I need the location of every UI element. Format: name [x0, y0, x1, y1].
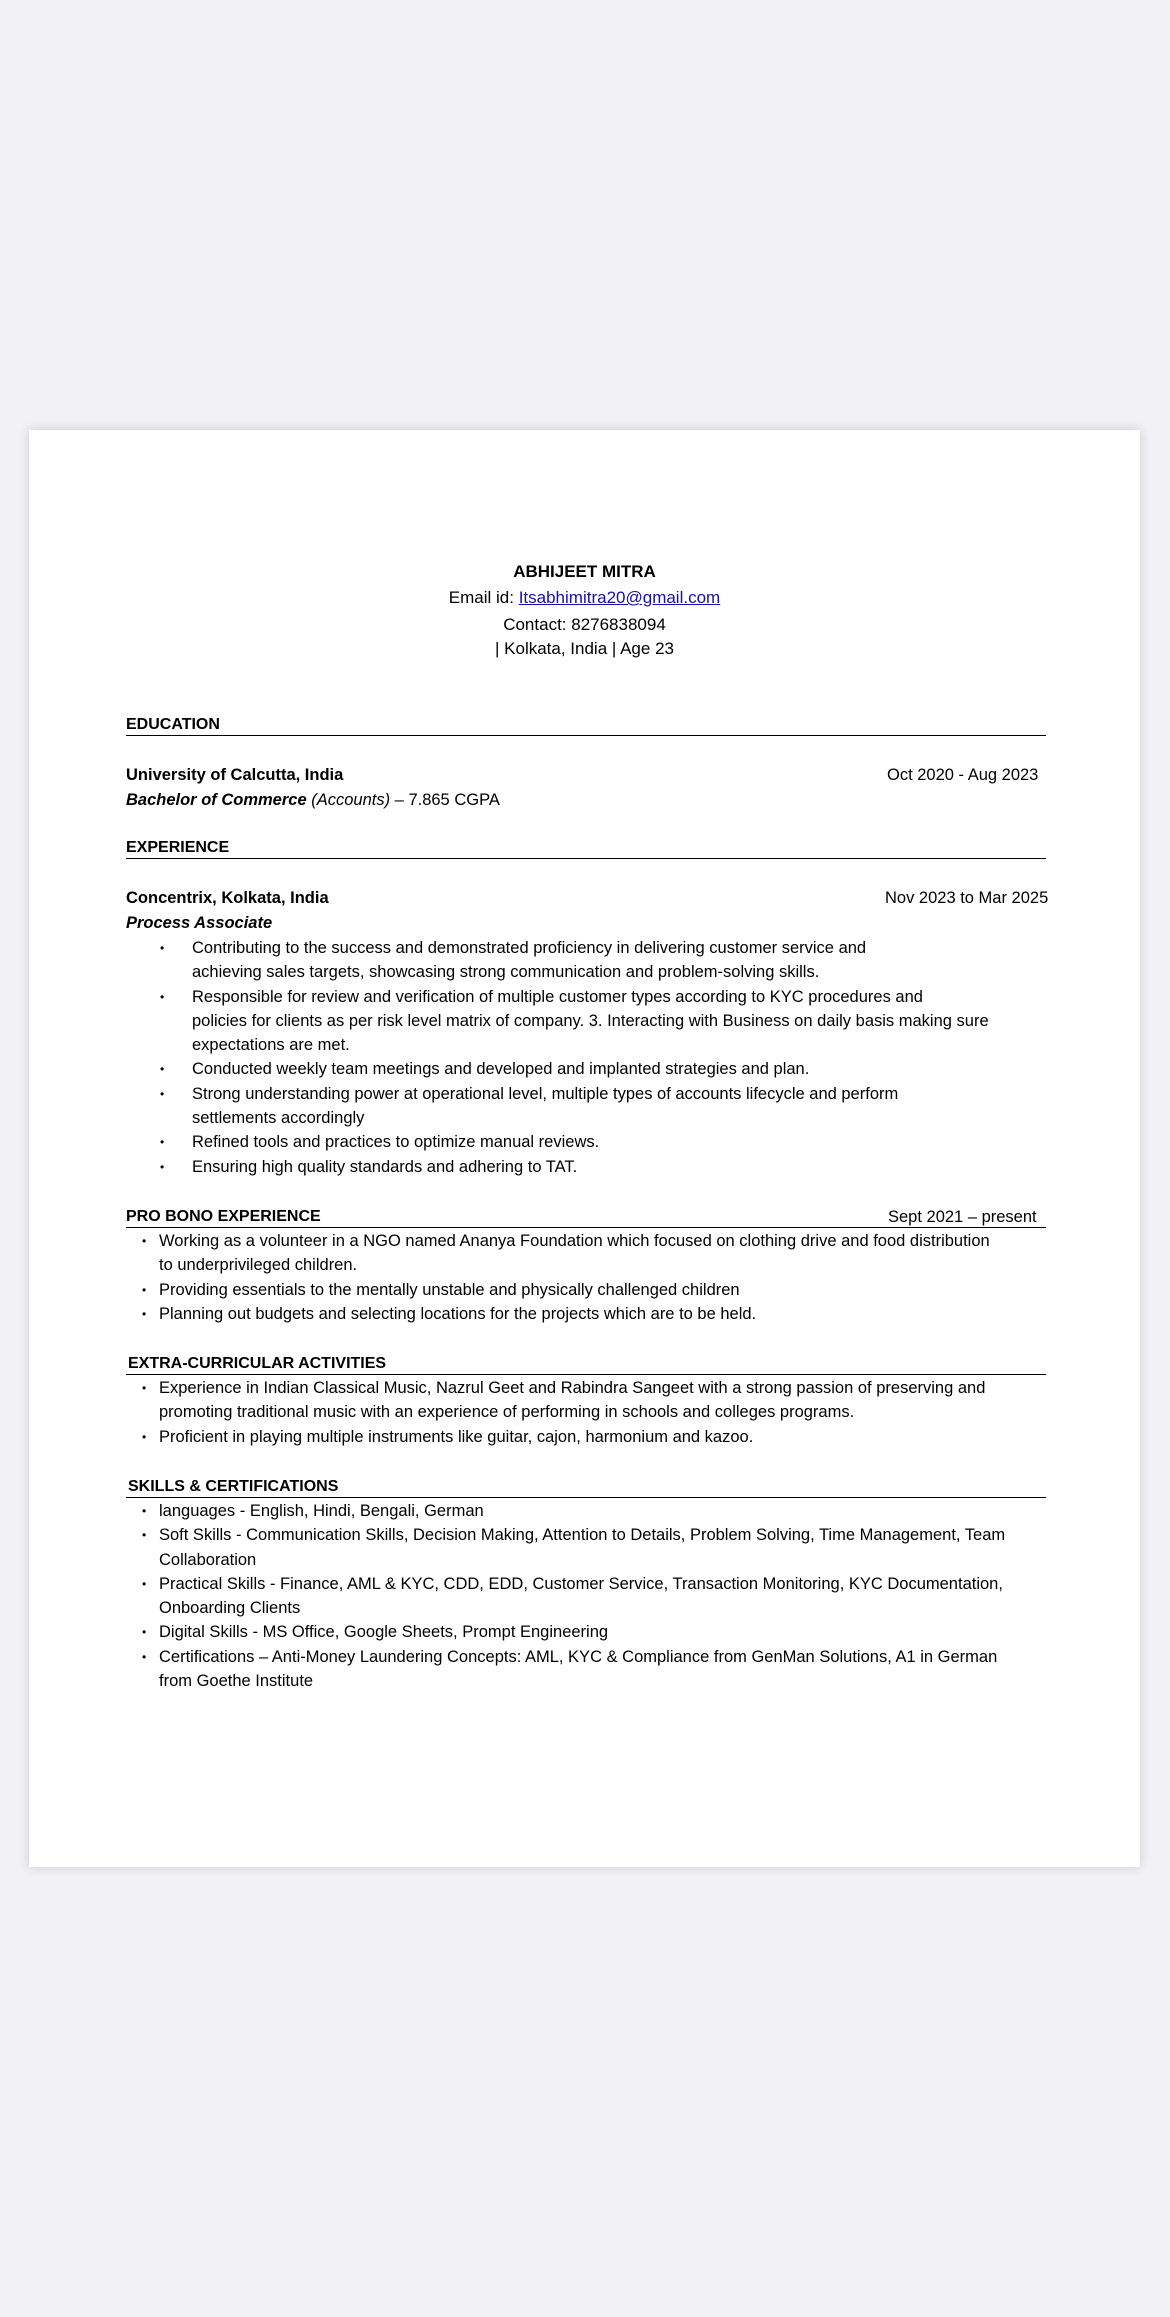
pro-bono-bullets	[142, 1229, 1069, 1326]
list-item: Onboarding Clients	[159, 1599, 301, 1618]
list-item: • Refined tools and practices to optimize manual reviews.	[192, 1130, 1072, 1154]
list-item: • Responsible for review and verification of multiple customer types according to KYC procedures and	[192, 985, 1072, 1009]
bullet-icon: •	[142, 1381, 147, 1395]
education-heading: EDUCATION	[126, 715, 1046, 736]
resume-page	[29, 430, 1140, 1867]
experience-dates: Nov 2023 to Mar 2025	[885, 889, 1049, 907]
bullet-icon: •	[160, 941, 165, 955]
bullet-icon: •	[160, 989, 165, 1004]
candidate-name: ABHIJEET MITRA	[513, 562, 656, 581]
education-gpa: – 7.865 CGPA	[390, 791, 500, 809]
list-item: • Ensuring high quality standards and adhering to TAT.	[192, 1155, 1072, 1179]
list-item: Collaboration	[159, 1550, 257, 1569]
list-item: • Digital Skills - MS Office, Google Sheets, Prompt Engineering	[159, 1620, 1069, 1644]
bullet-icon: •	[142, 1528, 147, 1543]
experience-heading: EXPERIENCE	[126, 838, 1046, 859]
list-item: policies for clients as per risk level matrix of company. 3. Interacting with Business on daily basis making sure	[192, 1011, 989, 1030]
education-major: (Accounts)	[311, 791, 391, 809]
bullet-icon: •	[142, 1576, 147, 1591]
list-item: from Goethe Institute	[159, 1672, 314, 1691]
email-label: Email id:	[448, 588, 514, 607]
experience-company: Concentrix, Kolkata, India	[126, 889, 329, 907]
education-degree-line	[126, 790, 500, 810]
list-item: • Soft Skills - Communication Skills, Decision Making, Attention to Details, Problem Solving, Time Management, Team	[159, 1523, 1069, 1547]
list-item: • Planning out budgets and selecting locations for the projects which are to be held.	[159, 1302, 1069, 1326]
bullet-icon: •	[142, 1649, 147, 1664]
list-item: • Working as a volunteer in a NGO named Ananya Foundation which focused on clothing drive and food distribution	[159, 1229, 1069, 1253]
list-item: settlements accordingly	[192, 1109, 365, 1128]
experience-bullets	[160, 936, 1072, 1179]
list-item: • Providing essentials to the mentally unstable and physically challenged children	[159, 1278, 1069, 1302]
pro-bono-dates: Sept 2021 – present	[888, 1208, 1037, 1226]
education-dates: Oct 2020 - Aug 2023	[887, 766, 1039, 784]
education-school: University of Calcutta, India	[126, 766, 344, 784]
list-item: • languages - English, Hindi, Bengali, German	[159, 1499, 1069, 1523]
list-item: expectations are met.	[192, 1036, 350, 1055]
list-item: • Contributing to the success and demonstrated proficiency in delivering customer service and	[192, 936, 1072, 960]
bullet-icon: •	[142, 1625, 147, 1640]
bullet-icon: •	[142, 1234, 147, 1248]
list-item: to underprivileged children.	[159, 1256, 358, 1275]
list-item: • Proficient in playing multiple instruments like guitar, cajon, harmonium and kazoo.	[159, 1425, 1069, 1449]
email-link[interactable]: Itsabhimitra20@gmail.com	[518, 588, 721, 607]
email-line	[29, 588, 1140, 608]
list-item: promoting traditional music with an experience of performing in schools and colleges programs.	[159, 1403, 855, 1422]
extra-curricular-heading: EXTRA-CURRICULAR ACTIVITIES	[126, 1354, 1046, 1375]
bullet-icon: •	[142, 1504, 147, 1518]
list-item: • Experience in Indian Classical Music, Nazrul Geet and Rabindra Sangeet with a strong passion of preserving and	[159, 1376, 1069, 1400]
bullet-icon: •	[160, 1062, 165, 1077]
bullet-icon: •	[142, 1282, 147, 1297]
education-degree: Bachelor of Commerce	[126, 791, 307, 809]
contact-line: Contact: 8276838094	[503, 615, 666, 634]
bullet-icon: •	[142, 1429, 147, 1444]
bullet-icon: •	[160, 1159, 165, 1174]
location-line: | Kolkata, India | Age 23	[495, 639, 674, 658]
experience-role: Process Associate	[126, 914, 273, 932]
pro-bono-heading: PRO BONO EXPERIENCE	[126, 1207, 1046, 1228]
bullet-icon: •	[142, 1306, 147, 1321]
list-item: • Certifications – Anti-Money Laundering Concepts: AML, KYC & Compliance from GenMan Solutions, A1 in German	[159, 1645, 1069, 1669]
list-item: • Practical Skills - Finance, AML & KYC, CDD, EDD, Customer Service, Transaction Monitoring, KYC Documentation,	[159, 1572, 1069, 1596]
extra-curricular-bullets	[142, 1376, 1069, 1449]
list-item: achieving sales targets, showcasing strong communication and problem-solving skills.	[192, 963, 820, 982]
bullet-icon: •	[160, 1135, 165, 1150]
skills-bullets	[142, 1499, 1069, 1693]
bullet-icon: •	[160, 1086, 165, 1101]
list-item: • Strong understanding power at operational level, multiple types of accounts lifecycle and perform	[192, 1082, 1072, 1106]
list-item: • Conducted weekly team meetings and developed and implanted strategies and plan.	[192, 1057, 1072, 1081]
skills-heading: SKILLS & CERTIFICATIONS	[126, 1477, 1046, 1498]
